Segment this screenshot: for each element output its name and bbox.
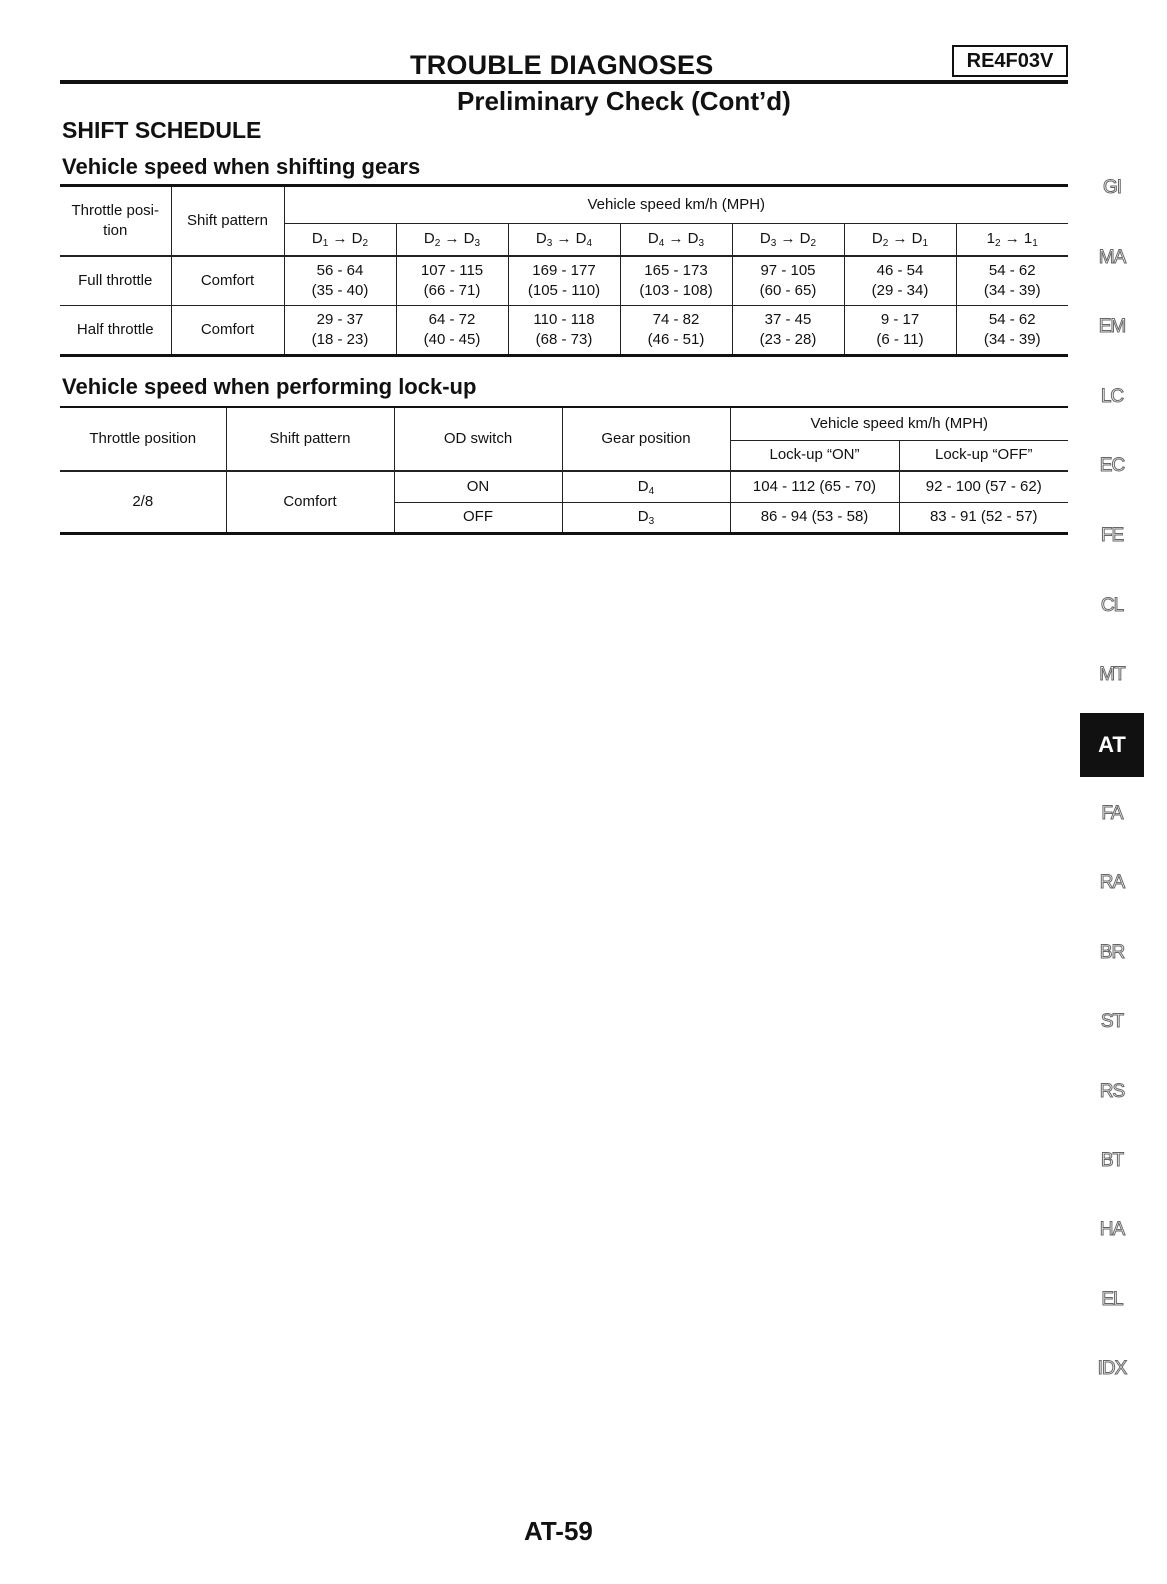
header-gear-position: Gear position (562, 407, 730, 471)
speed-cell: 54 - 62 (34 - 39) (956, 306, 1068, 356)
row-throttle: Half throttle (76, 321, 154, 338)
speed-cell: 9 - 17 (6 - 11) (844, 306, 956, 356)
speed-cell: 37 - 45 (23 - 28) (732, 306, 844, 356)
table-row (60, 306, 1068, 356)
section-tab-gi[interactable]: GI (1102, 177, 1122, 198)
header-shift-pattern: Shift pattern (171, 186, 284, 256)
lockup-off-cell: 83 - 91 (52 - 57) (899, 502, 1068, 533)
od-switch-cell: ON (394, 471, 562, 502)
section-tab-bt[interactable]: BT (1100, 1150, 1124, 1171)
page-header-title: TROUBLE DIAGNOSES (410, 50, 714, 80)
speed-cell: 64 - 72 (40 - 45) (396, 306, 508, 356)
section-tab-at[interactable]: AT (1080, 713, 1144, 777)
header-throttle-position: Throttle posi- tion (60, 186, 171, 256)
section-tab-ha[interactable]: HA (1099, 1219, 1125, 1240)
speed-cell: 97 - 105 (60 - 65) (732, 256, 844, 306)
section-tab-lc[interactable]: LC (1100, 386, 1124, 407)
header-lockup-off: Lock-up “OFF” (899, 440, 1068, 471)
shift-header: $D_3 \to D_4$ (508, 224, 620, 256)
section-tab-cl[interactable]: CL (1100, 595, 1124, 616)
lockup-table-heading: Vehicle speed when performing lock-up (62, 374, 477, 399)
row-pattern: Comfort (171, 306, 284, 356)
speed-cell: 169 - 177 (105 - 110) (508, 256, 620, 306)
section-tab-em[interactable]: EM (1098, 316, 1126, 337)
header-lockup-on: Lock-up “ON” (730, 440, 899, 471)
table-row (60, 471, 1068, 502)
speed-cell: 46 - 54 (29 - 34) (844, 256, 956, 306)
header-throttle-position: Throttle position (60, 407, 226, 471)
section-tab-ra[interactable]: RA (1099, 872, 1125, 893)
model-code-box: RE4F03V (952, 45, 1068, 77)
section-tab-fa[interactable]: FA (1101, 803, 1123, 824)
speed-cell: 165 - 173 (103 - 108) (620, 256, 732, 306)
section-tab-st[interactable]: ST (1100, 1011, 1124, 1032)
page-number: AT-59 (524, 1516, 593, 1546)
section-tab-ec[interactable]: EC (1099, 455, 1125, 476)
speed-cell: 110 - 118 (68 - 73) (508, 306, 620, 356)
section-tab-br[interactable]: BR (1099, 942, 1125, 963)
section-title: SHIFT SCHEDULE (62, 117, 262, 143)
header-shift-pattern: Shift pattern (226, 407, 394, 471)
gear-position-cell: $D_3$ (562, 502, 730, 533)
section-tab-mt[interactable]: MT (1099, 664, 1125, 685)
section-tab-el[interactable]: EL (1101, 1289, 1123, 1310)
lockup-on-cell: 86 - 94 (53 - 58) (730, 502, 899, 533)
section-tab-ma[interactable]: MA (1098, 247, 1126, 268)
section-tab-rs[interactable]: RS (1099, 1081, 1125, 1102)
lockup-speed-table (60, 406, 1068, 535)
speed-cell: 56 - 64 (35 - 40) (284, 256, 396, 306)
shift-table-heading: Vehicle speed when shifting gears (62, 154, 421, 179)
table-row (60, 256, 1068, 306)
shift-header: $D_3 \to D_2$ (732, 224, 844, 256)
shift-header: $1_2 \to 1_1$ (956, 224, 1068, 256)
row-pattern: Comfort (226, 471, 394, 533)
shift-speed-table (60, 184, 1068, 357)
lockup-off-cell: 92 - 100 (57 - 62) (899, 471, 1068, 502)
gear-position-cell: $D_4$ (562, 471, 730, 502)
row-throttle: Full throttle (60, 256, 171, 306)
lockup-on-cell: 104 - 112 (65 - 70) (730, 471, 899, 502)
shift-header: $D_2 \to D_1$ (844, 224, 956, 256)
shift-header: $D_1 \to D_2$ (284, 224, 396, 256)
speed-cell: 107 - 115 (66 - 71) (396, 256, 508, 306)
row-throttle: 2/8 (132, 492, 154, 510)
shift-header: $D_4 \to D_3$ (620, 224, 732, 256)
header-rule (60, 80, 1068, 84)
header-od-switch: OD switch (394, 407, 562, 471)
speed-cell: 74 - 82 (46 - 51) (620, 306, 732, 356)
speed-cell: 54 - 62 (34 - 39) (956, 256, 1068, 306)
row-pattern: Comfort (171, 256, 284, 306)
section-tab-idx[interactable]: IDX (1097, 1358, 1127, 1379)
page-subtitle: Preliminary Check (Cont’d) (457, 86, 791, 116)
speed-cell: 29 - 37 (18 - 23) (284, 306, 396, 356)
section-tab-fe[interactable]: FE (1100, 525, 1124, 546)
header-vehicle-speed: Vehicle speed km/h (MPH) (730, 407, 1068, 440)
od-switch-cell: OFF (394, 502, 562, 533)
shift-header: $D_2 \to D_3$ (396, 224, 508, 256)
header-vehicle-speed: Vehicle speed km/h (MPH) (284, 186, 1068, 224)
